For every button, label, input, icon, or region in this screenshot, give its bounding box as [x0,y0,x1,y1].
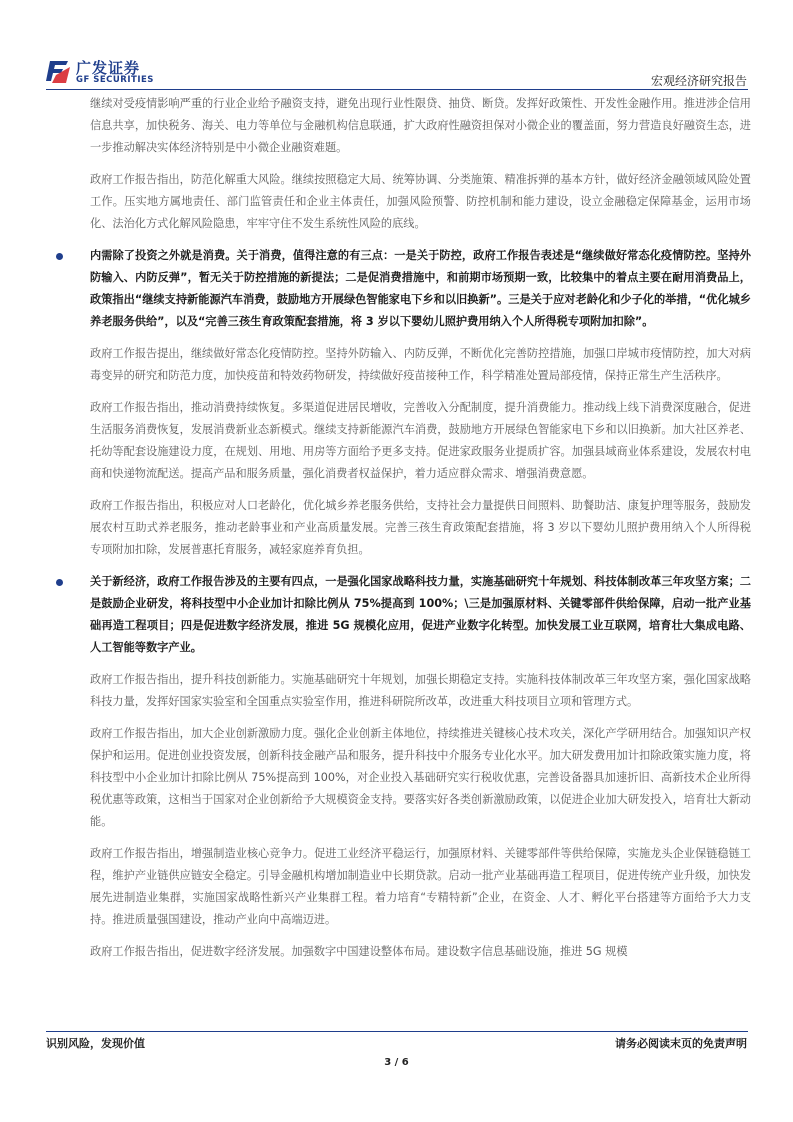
paragraph: 政府工作报告指出，推动消费持续恢复。多渠道促进居民增收，完善收入分配制度，提升消费能力。推动线上线下消费深度融合，促进生活服务消费恢复，发展消费新业态新模式。继续支持新能源汽车消费，鼓励地方开展绿色智能家电下乡和以旧换新。加大社区养老、托幼等配套设施建设力度，在规划、用地、用房等方面给予更多支持。促进家政服务业提质扩容。加强县域商业体系建设，发展农村电商和快递物流配送。提高产品和服务质量，强化消费者权益保护，着力适应群众需求、增强消费意愿。 [90,401,751,480]
paragraph: 政府工作报告指出，加大企业创新激励力度。强化企业创新主体地位，持续推进关键核心技术攻关，深化产学研用结合。加强知识产权保护和运用。促进创业投资发展，创新科技金融产品和服务，提升科技中介服务专业化水平。加大研发费用加计扣除政策实施力度，将科技型中小企业加计扣除比例从 75%提高到 100%，对企业投入基础研究实行税收优惠，完善设备器具加速折旧、高新技术企业所得税优惠等政策，这相当于国家对企业创新给予大规模资金支持。要落实好各类创新激励政策，以促进企业加大研发投入，培育壮大新动能。 [90,727,751,828]
paragraph: 政府工作报告指出，提升科技创新能力。实施基础研究十年规划，加强长期稳定支持。实施科技体制改革三年攻坚方案，强化国家战略科技力量，发挥好国家实验室和全国重点实验室作用，推进科研院所改革，改进重大科技项目立项和管理方式。 [90,673,751,708]
footer-divider [46,1031,748,1032]
page-number: 3 / 6 [384,1057,409,1068]
paragraph: 政府工作报告指出，促进数字经济发展。加强数字中国建设整体布局。建设数字信息基础设施，推进 5G 规模 [90,945,628,958]
paragraph: 政府工作报告指出，增强制造业核心竞争力。促进工业经济平稳运行，加强原材料、关键零部件等供给保障，实施龙头企业保链稳链工程，维护产业链供应链安全稳定。引导金融机构增加制造业中长期贷款。启动一批产业基础再造工程项目，促进传统产业升级，加快发展先进制造业集群，实施国家战略性新兴产业集群工程。着力培育“专精特新”企业，在资金、人才、孵化平台搭建等方面给予大力支持。推进质量强国建设，推动产业向中高端迈进。 [90,847,751,926]
footer-disclaimer: 请务必阅读末页的免责声明 [615,1037,747,1050]
main-content [46,93,751,963]
paragraph: 继续对受疫情影响严重的行业企业给予融资支持，避免出现行业性限贷、抽贷、断贷。发挥好政策性、开发性金融作用。推进涉企信用信息共享，加快税务、海关、电力等单位与金融机构信息联通，扩大政府性融资担保对小微企业的覆盖面，努力营造良好融资生态，进一步推动解决实体经济特别是中小微企业融资难题。 [90,97,751,154]
paragraph: 政府工作报告提出，继续做好常态化疫情防控。坚持外防输入、内防反弹，不断优化完善防控措施，加强口岸城市疫情防控，加大对病毒变异的研究和防范力度，加快疫苗和特效药物研发，持续做好疫苗接种工作，科学精准处置局部疫情，保持正常生产生活秩序。 [90,347,751,382]
key-point [46,571,751,659]
key-point-text: 内需除了投资之外就是消费。关于消费，值得注意的有三点：一是关于防控，政府工作报告表述是“继续做好常态化疫情防控。坚持外防输入、内防反弹”，暂无关于防控措施的新提法；二是促消费措施中，和前期市场预期一致，比较集中的着点主要在耐用消费品上，政策指出“继续支持新能源汽车消费，鼓励地方开展绿色智能家电下乡和以旧换新”。三是关于应对老龄化和少子化的举措，“优化城乡养老服务供给”，以及“完善三孩生育政策配套措施，将 3 岁以下婴幼儿照护费用纳入个人所得税专项附加扣除”。 [90,249,751,328]
gf-logo-icon [46,57,72,85]
key-point-text: 关于新经济，政府工作报告涉及的主要有四点，一是强化国家战略科技力量，实施基础研究十年规划、科技体制改革三年攻坚方案；二是鼓励企业研发，将科技型中小企业加计扣除比例从 75%提高到 100%；\三是加强原材料、关键零部件供给保障，启动一批产业基础再造工程项目；四是促进数字经济发展，推进 5G 规模化应用，促进产业数字化转型。加快发展工业互联网，培育壮大集成电路、人工智能等数字产业。 [90,575,751,654]
paragraph: 政府工作报告指出，防范化解重大风险。继续按照稳定大局、统筹协调、分类施策、精准拆弹的基本方针，做好经济金融领域风险处置工作。压实地方属地责任、部门监管责任和企业主体责任，加强风险预警、防控机制和能力建设，设立金融稳定保障基金，运用市场化、法治化方式化解风险隐患，牢牢守住不发生系统性风险的底线。 [90,173,751,230]
logo-chinese-name: 广发证券 [76,59,141,77]
company-logo [46,57,166,87]
logo-english-name: GF SECURITIES [76,75,154,85]
key-point [46,245,751,333]
report-type-label: 宏观经济研究报告 [650,74,747,88]
page-header [0,0,793,92]
bullet-icon [56,579,63,586]
footer-slogan: 识别风险，发现价值 [46,1037,145,1050]
header-divider [46,89,748,90]
bullet-icon [56,253,63,260]
paragraph: 政府工作报告指出，积极应对人口老龄化，优化城乡养老服务供给，支持社会力量提供日间照料、助餐助洁、康复护理等服务，鼓励发展农村互助式养老服务，推动老龄事业和产业高质量发展。完善三孩生育政策配套措施，将 3 岁以下婴幼儿照护费用纳入个人所得税专项附加扣除，发展普惠托育服务，减轻家庭养育负担。 [90,499,751,556]
